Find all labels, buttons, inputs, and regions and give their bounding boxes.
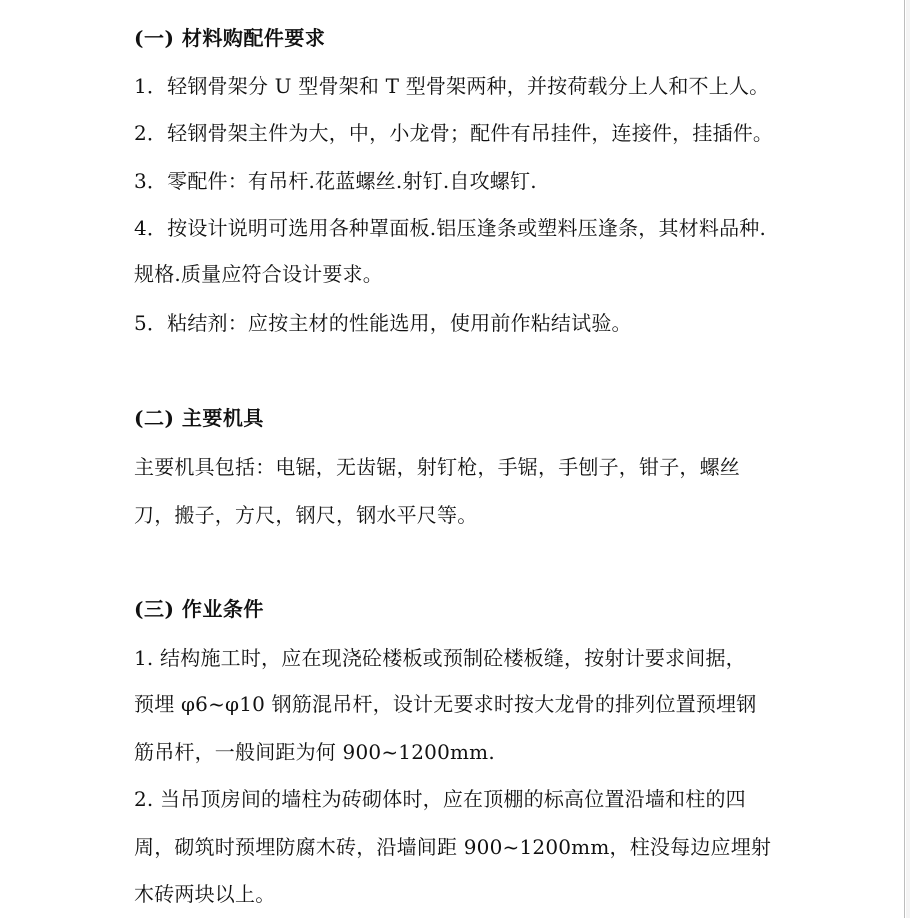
paragraph-line: 主要机具包括：电锯，无齿锯，射钉枪，手锯，手刨子，钳子，螺丝: [134, 455, 740, 479]
paragraph-line: 5．粘结剂：应按主材的性能选用，使用前作粘结试验。: [134, 311, 632, 335]
paragraph-line: 筋吊杆，一般间距为何 900~1200mm.: [134, 740, 495, 764]
paragraph-line: 4．按设计说明可选用各种罩面板.铝压逢条或塑料压逢条，其材料品种.: [134, 216, 767, 240]
paragraph-line: 2．轻钢骨架主件为大，中，小龙骨；配件有吊挂件，连接件，挂插件。: [134, 121, 774, 145]
paragraph-line: 预埋 φ6~φ10 钢筋混吊杆，设计无要求时按大龙骨的排列位置预埋钢: [134, 692, 757, 716]
paragraph-line: 1．轻钢骨架分 U 型骨架和 T 型骨架两种，并按荷载分上人和不上人。: [134, 74, 770, 98]
section-heading-tools: (二) 主要机具: [134, 406, 264, 430]
paragraph-line: 1. 结构施工时，应在现浇砼楼板或预制砼楼板缝，按射计要求间据，: [134, 646, 746, 670]
paragraph-line: 木砖两块以上。: [134, 882, 276, 906]
section-heading-materials: (一) 材料购配件要求: [134, 26, 326, 50]
section-heading-conditions: (三) 作业条件: [134, 597, 264, 621]
paragraph-line: 2. 当吊顶房间的墙柱为砖砌体时，应在顶棚的标高位置沿墙和柱的四: [134, 787, 746, 811]
paragraph-line: 周，砌筑时预埋防腐木砖，沿墙间距 900~1200mm，柱没每边应埋射: [134, 835, 772, 859]
paragraph-line: 3．零配件：有吊杆.花蓝螺丝.射钉.自攻螺钉.: [134, 169, 537, 193]
paragraph-line: 规格.质量应符合设计要求。: [134, 262, 383, 286]
paragraph-line: 刀，搬子，方尺，钢尺，钢水平尺等。: [134, 503, 478, 527]
page-edge: [906, 0, 910, 918]
